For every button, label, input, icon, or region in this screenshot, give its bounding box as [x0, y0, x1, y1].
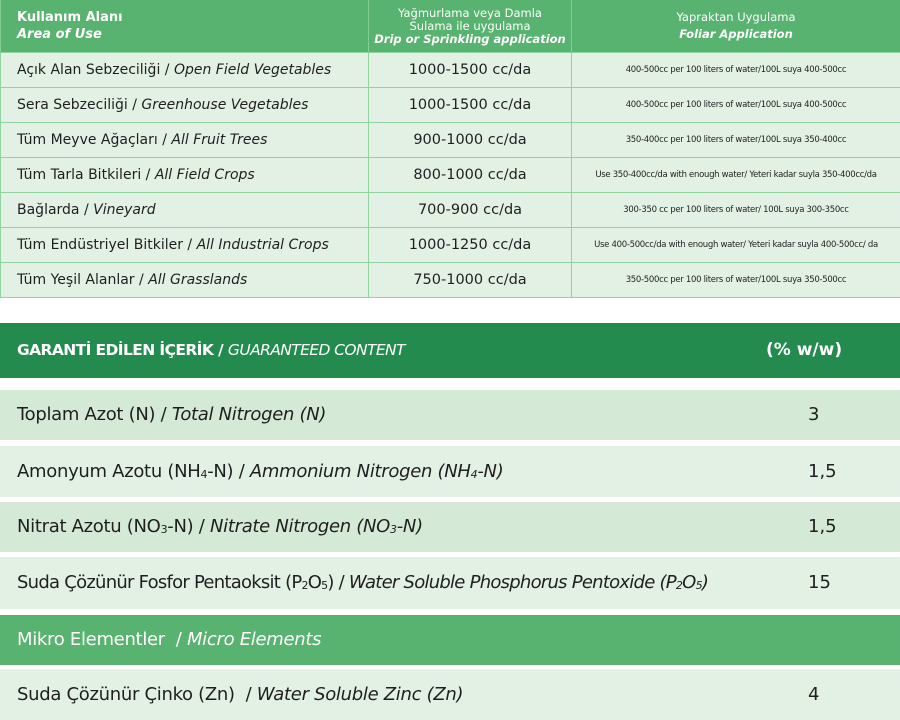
foliar-dose-cell: 350-400cc per 100 liters of water/100L suya 350-400cc [572, 123, 900, 158]
label-en-post: ) [701, 572, 709, 593]
label-en-sub1: 2 [675, 579, 683, 592]
label-en-pre: Water Soluble Phosphorus Pentoxide (P [348, 572, 676, 593]
label-tr-post: -N) / [167, 516, 210, 537]
area-en: Greenhouse Vegetables [141, 97, 309, 113]
label-tr-sub: 4 [200, 468, 208, 481]
drip-dose-cell: 750-1000 cc/da [369, 263, 572, 298]
drip-dose-cell: 900-1000 cc/da [369, 123, 572, 158]
label-tr-pre: Nitrat Azotu (NO [17, 516, 161, 537]
header-foliar-tr: Yapraktan Uygulama [676, 10, 796, 24]
drip-dose-cell: 800-1000 cc/da [369, 158, 572, 193]
area-tr: Tüm Yeşil Alanlar / [17, 272, 149, 288]
label-tr-sub2: 5 [321, 579, 328, 592]
label-en-sub: 4 [470, 468, 478, 481]
label-en: Total Nitrogen (N) [171, 404, 327, 425]
area-tr: Açık Alan Sebzeciliği / [17, 62, 174, 78]
header-area-en: Area of Use [17, 27, 102, 42]
header-area-of-use [1, 0, 369, 53]
area-en: All Fruit Trees [171, 132, 268, 148]
table-row [1, 228, 900, 263]
label-en-pre: Ammonium Nitrogen (NH [249, 461, 471, 482]
header-area-tr: Kullanım Alanı [17, 10, 123, 25]
header-drip-application [369, 0, 572, 53]
micro-elements-section-header [0, 615, 900, 665]
guaranteed-content-header [0, 323, 900, 378]
content-value: 3 [808, 404, 820, 425]
label-en-pre: Nitrate Nitrogen (NO [209, 516, 390, 537]
foliar-dose-cell: 400-500cc per 100 liters of water/100L suya 400-500cc [572, 53, 900, 88]
foliar-dose-cell: 400-500cc per 100 liters of water/100L suya 400-500cc [572, 88, 900, 123]
drip-dose-cell: 1000-1250 cc/da [369, 228, 572, 263]
table-row [1, 88, 900, 123]
label-tr-post: -N) / [207, 461, 250, 482]
label-en: Water Soluble Zinc (Zn) [256, 684, 464, 705]
label-tr-mid: O [307, 572, 322, 593]
content-label [17, 572, 708, 593]
area-tr: Sera Sebzeciliği / [17, 97, 142, 113]
section-label-en: Micro Elements [186, 629, 322, 650]
content-label [17, 516, 423, 537]
area-cell [1, 228, 369, 263]
area-tr: Tüm Endüstriyel Bitkiler / [17, 237, 197, 253]
title-en: GUARANTEED CONTENT [227, 341, 405, 359]
label-en [210, 516, 423, 537]
area-cell [1, 123, 369, 158]
area-en: Open Field Vegetables [173, 62, 332, 78]
content-value: 1,5 [808, 516, 837, 537]
table-row [1, 263, 900, 298]
table-row [1, 158, 900, 193]
section-label-tr: Mikro Elementler / [17, 629, 187, 650]
content-row-ammonium-nitrogen [0, 446, 900, 497]
label-tr-pre: Amonyum Azotu (NH [17, 461, 201, 482]
area-en: All Industrial Crops [196, 237, 329, 253]
header-foliar-application [572, 0, 900, 53]
drip-dose-cell: 1000-1500 cc/da [369, 53, 572, 88]
label-en [250, 461, 504, 482]
section-label [17, 629, 321, 650]
label-tr-post: ) / [327, 572, 349, 593]
label-en [349, 572, 708, 593]
label-en-mid: O [682, 572, 696, 593]
header-drip-en: Drip or Sprinkling application [374, 31, 566, 46]
area-cell [1, 158, 369, 193]
content-value: 1,5 [808, 461, 837, 482]
content-value: 4 [808, 684, 820, 705]
content-label [17, 461, 503, 482]
foliar-dose-cell: Use 350-400cc/da with enough water/ Yeteri kadar suyla 350-400cc/da [572, 158, 900, 193]
usage-table-header [1, 0, 900, 53]
content-value: 15 [808, 572, 831, 593]
table-row [1, 193, 900, 228]
label-en-post: -N) [477, 461, 504, 482]
header-foliar-en: Foliar Application [679, 27, 793, 41]
label-tr-sub: 3 [160, 523, 168, 536]
label-en-sub2: 5 [695, 579, 702, 592]
header-drip-tr-1: Yağmurlama veya Damla [398, 5, 542, 20]
content-row-nitrate-nitrogen [0, 502, 900, 552]
content-row-phosphorus-pentoxide [0, 557, 900, 609]
content-row-zinc [0, 669, 900, 720]
drip-dose-cell: 700-900 cc/da [369, 193, 572, 228]
guaranteed-content-title [17, 341, 405, 359]
content-label [17, 684, 463, 705]
foliar-dose-cell: 350-500cc per 100 liters of water/100L suya 350-500cc [572, 263, 900, 298]
area-tr: Tüm Meyve Ağaçları / [17, 132, 172, 148]
area-en: All Field Crops [154, 167, 255, 183]
content-row-total-nitrogen [0, 390, 900, 440]
area-cell [1, 193, 369, 228]
area-cell [1, 88, 369, 123]
area-tr: Tüm Tarla Bitkileri / [17, 167, 155, 183]
foliar-dose-cell: 300-350 cc per 100 liters of water/ 100L suya 300-350cc [572, 193, 900, 228]
title-tr: GARANTİ EDİLEN İÇERİK / [17, 341, 228, 359]
label-tr-sub1: 2 [301, 579, 308, 592]
unit-label: (% w/w) [766, 340, 843, 360]
area-en: All Grasslands [148, 272, 248, 288]
area-cell [1, 53, 369, 88]
label-en-sub: 3 [390, 523, 397, 536]
header-drip-tr-2: Sulama ile uygulama [409, 18, 531, 33]
area-en: Vineyard [93, 202, 156, 218]
usage-table [0, 0, 900, 298]
table-row [1, 123, 900, 158]
content-label [17, 404, 326, 425]
area-cell [1, 263, 369, 298]
table-row [1, 53, 900, 88]
label-tr-pre: Suda Çözünür Fosfor Pentaoksit (P [17, 572, 302, 593]
label-tr: Suda Çözünür Çinko (Zn) / [17, 684, 257, 705]
foliar-dose-cell: Use 400-500cc/da with enough water/ Yeteri kadar suyla 400-500cc/ da [572, 228, 900, 263]
drip-dose-cell: 1000-1500 cc/da [369, 88, 572, 123]
label-en-post: -N) [396, 516, 423, 537]
area-tr: Bağlarda / [17, 202, 94, 218]
label-tr: Toplam Azot (N) / [17, 404, 172, 425]
